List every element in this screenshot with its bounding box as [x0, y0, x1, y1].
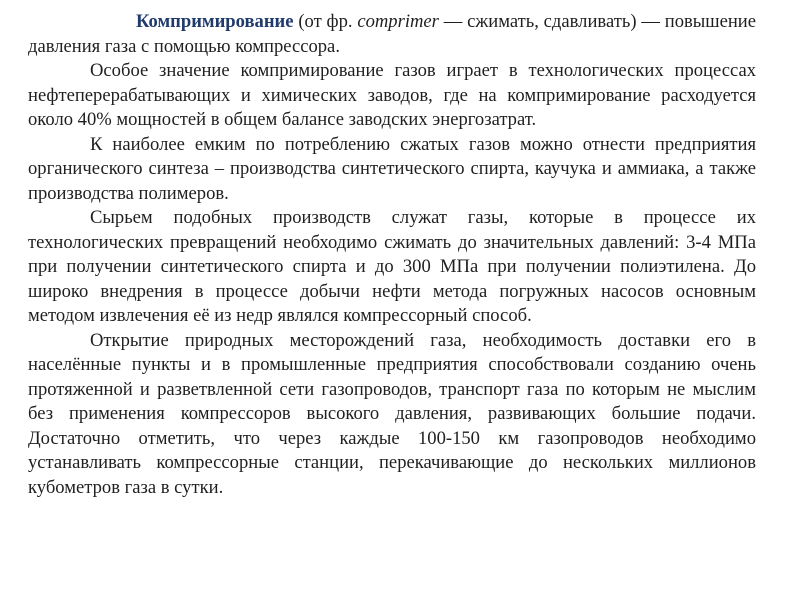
paragraph-raw-gases: Сырьем подобных производств служат газы, которые в процессе их технологических превращений необходимо сжимать до значительных давлений: 3-4 МПа при получении синтетического спирта и до 300 МПа при получении полиэтилена. До широко внедрения в процессе добычи нефти метода погружных насосов основным методом извлечения её из недр являлся компрессорный способ. [28, 207, 756, 326]
paragraph-gas-pipelines: Открытие природных месторождений газа, необходимость доставки его в населённые пункты и в промышленные предприятия способствовали созданию очень протяженной и разветвленной сети газопроводов, транспорт газа по которым не мыслим без применения компрессоров высокого давления, развивающих большие подачи. Достаточно отметить, что через каждые 100-150 км газопроводов необходимо устанавливать компрессорные станции, перекачивающие до нескольких миллионов кубометров газа в сутки. [28, 329, 756, 498]
definition-lead: (от фр. [293, 11, 358, 32]
paragraph-refineries: Особое значение компримирование газов играет в технологических процессах нефтеперерабатывающих и химических заводов, где на компримирование расходуется около 40% мощностей в общем балансе заводских энергозатрат. [28, 60, 756, 130]
paragraph-organic-synthesis: К наиболее емким по потреблению сжатых газов можно отнести предприятия органического синтеза – производства синтетического спирта, каучука и аммиака, а также производства полимеров. [28, 133, 756, 204]
document-body [28, 10, 756, 500]
origin-word: comprimer [357, 11, 439, 32]
defined-term: Компримирование [136, 11, 294, 32]
paragraph-definition [28, 10, 756, 59]
definition-text: — сжимать, сдавливать) — повышение давления газа с помощью компрессора. [28, 11, 756, 57]
